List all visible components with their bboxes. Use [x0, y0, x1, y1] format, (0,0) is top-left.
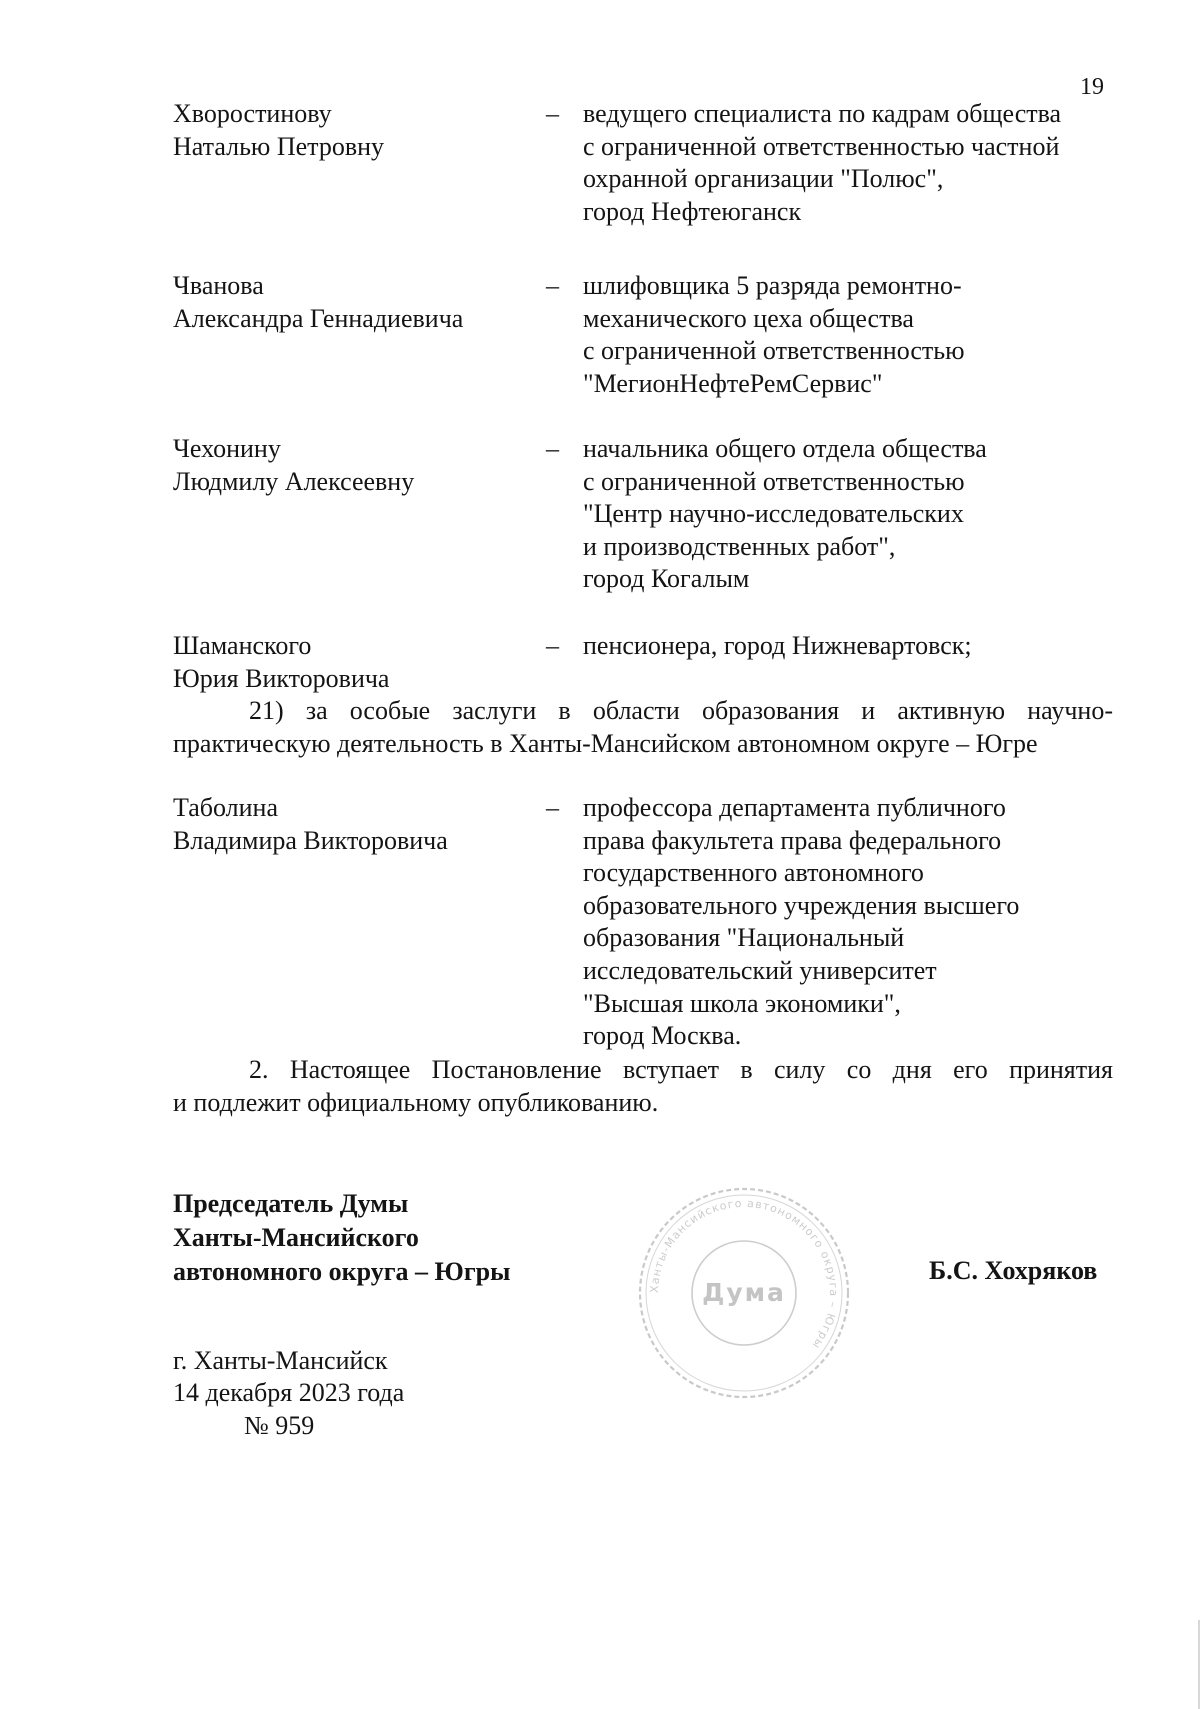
paragraph-line: и подлежит официальному опубликованию.	[173, 1088, 659, 1117]
awardee-name: Чехонину Людмилу Алексеевну	[173, 434, 415, 496]
awardee-position: профессора департамента публичного права факультета права федерального государственного автономного образовательного учреждения высшего образования "Национальный исследовательский университет "Высшая школа экономики", город Москва.	[583, 793, 1020, 1051]
section-2-paragraph	[173, 1053, 1113, 1119]
section-21-paragraph	[173, 694, 1113, 760]
document-number: № 959	[244, 1411, 315, 1440]
page-number: 19	[1080, 74, 1104, 100]
document-date: 14 декабря 2023 года	[173, 1378, 405, 1407]
awardee-name: Таболина Владимира Викторовича	[173, 793, 448, 855]
awardee-position: начальника общего отдела общества с ограниченной ответственностью "Центр научно-исследовательских и производственных работ", город Когалым	[583, 434, 987, 594]
seal-center-text: Дума	[702, 1278, 786, 1307]
dash-separator: –	[546, 434, 559, 463]
awardee-name: Шаманского Юрия Викторовича	[173, 631, 390, 693]
awardee-position: шлифовщика 5 разряда ремонтно- механического цеха общества с ограниченной ответственностью "МегионНефтеРемСервис"	[583, 271, 965, 398]
paragraph-line: 21) за особые заслуги в области образования и активную научно-	[249, 696, 1113, 725]
paragraph-line: практическую деятельность в Ханты-Мансийском автономном округе – Югре	[173, 729, 1038, 758]
awardee-name: Чванова Александра Геннадиевича	[173, 271, 464, 333]
awardee-position: пенсионера, город Нижневартовск;	[583, 631, 972, 660]
signatory-name: Б.С. Хохряков	[929, 1256, 1098, 1285]
awardee-position: ведущего специалиста по кадрам общества с ограниченной ответственностью частной охранной организации "Полюс", город Нефтеюганск	[583, 99, 1062, 226]
awardee-name: Хворостинову Наталью Петровну	[173, 99, 385, 161]
signatory-title: Председатель Думы Ханты-Мансийского автономного округа – Югры	[173, 1189, 511, 1286]
paragraph-line: 2. Настоящее Постановление вступает в силу со дня его принятия	[249, 1055, 1113, 1084]
official-seal	[634, 1183, 854, 1403]
dash-separator: –	[546, 99, 559, 128]
dash-separator: –	[546, 793, 559, 822]
dash-separator: –	[546, 631, 559, 660]
document-place: г. Ханты-Мансийск	[173, 1346, 388, 1375]
dash-separator: –	[546, 271, 559, 300]
seal-ring-text: Ханты-Мансийского автономного округа – Югры	[647, 1196, 841, 1352]
